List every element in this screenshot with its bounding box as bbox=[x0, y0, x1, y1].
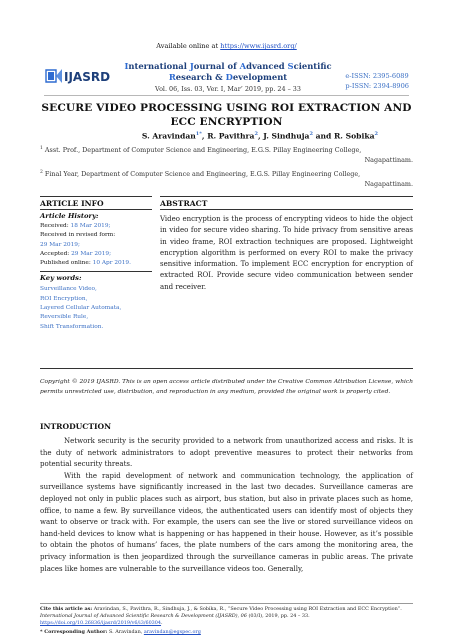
keyword: Layered Cellular Automata, bbox=[40, 305, 122, 312]
corresponding-author bbox=[40, 629, 413, 635]
article-info-heading: ARTICLE INFO bbox=[40, 196, 152, 210]
history-item bbox=[40, 222, 152, 231]
doi-link[interactable]: https://doi.org/10.26836/ijasrd/2019/v6/i3/60304 bbox=[40, 620, 162, 626]
history-label: Received in revised form: bbox=[40, 232, 116, 239]
history-list bbox=[40, 222, 152, 268]
corr-label: * Corresponding Author: bbox=[40, 629, 108, 635]
affil-place: Nagapattinam. bbox=[364, 180, 413, 189]
affil-text: Asst. Prof., Department of Computer Science and Engineering, E.G.S. Pillay Engineering College, bbox=[44, 146, 362, 155]
affil-place: Nagapattinam. bbox=[364, 156, 413, 165]
author-name: R. Pavithra bbox=[207, 131, 255, 141]
jn-cap: D bbox=[225, 72, 233, 82]
author-sep: , bbox=[257, 131, 264, 141]
available-prefix: Available online at bbox=[156, 42, 221, 50]
author-sup: 1* bbox=[195, 131, 202, 137]
jn-text: evelopment bbox=[232, 72, 288, 82]
introduction-body bbox=[40, 436, 413, 575]
info-divider bbox=[40, 271, 152, 272]
history-item bbox=[40, 241, 152, 250]
abstract-text: Video encryption is the process of encrypting videos to hide the object in video for secure video sharing. To hide privacy from sensitive areas in video frame, ROI extraction techniques are proposed. Lightweight encryption algorithm is performed on every ROI to make the privacy sensitive information. To implement ECC encryption for encryption of extracted ROI. Provide secure video communication between sender and receiver. bbox=[160, 215, 413, 291]
cite-end: . bbox=[161, 620, 163, 626]
logo-text: IJASRD bbox=[64, 70, 111, 84]
jn-text: dvanced bbox=[246, 61, 288, 71]
authors-line bbox=[142, 131, 378, 141]
cite-rest: (03/I), 2019, pp. 24 – 33. bbox=[246, 613, 310, 619]
eissn: e-ISSN: 2395-6089 bbox=[345, 72, 409, 80]
history-item bbox=[40, 259, 152, 268]
keyword: Surveillance Video, bbox=[40, 286, 97, 293]
history-item bbox=[40, 231, 152, 240]
abstract-heading: ABSTRACT bbox=[160, 196, 413, 210]
paper-title bbox=[40, 101, 413, 129]
jn-cap: S bbox=[287, 61, 294, 71]
history-item bbox=[40, 250, 152, 259]
journal-name bbox=[118, 61, 338, 83]
affiliation-2 bbox=[40, 168, 413, 189]
info-bottom-divider bbox=[40, 368, 413, 369]
author-sep: and bbox=[312, 131, 334, 141]
affil-sup: 2 bbox=[40, 170, 43, 175]
citation-note bbox=[40, 606, 413, 627]
author-sup: 2 bbox=[309, 131, 313, 137]
issn-block bbox=[345, 71, 409, 91]
jn-text: nternational bbox=[128, 61, 190, 71]
author-name: R. Sobika bbox=[333, 131, 375, 141]
jn-text: esearch & bbox=[175, 72, 226, 82]
jn-text: ournal of bbox=[193, 61, 240, 71]
journal-name-line1 bbox=[118, 61, 338, 72]
copyright-notice: Copyright © 2019 IJASRD. This is an open access article distributed under the Creative Common Attribution License, which permits unrestricted use, distribution, and reproduction in any medium, provided the original work is properly cited. bbox=[40, 379, 413, 395]
author-sep: , bbox=[201, 131, 208, 141]
journal-url-link[interactable]: https://www.ijasrd.org/ bbox=[220, 42, 297, 50]
intro-paragraph: Network security is the security provided to a network from unauthorized access and risks. It is the duty of network administrators to adopt preventive measures to protect their networks from potential security threats. bbox=[40, 437, 413, 469]
cite-journal: International Journal of Advanced Scientific Research & Development (IJASRD), 06 bbox=[40, 613, 247, 619]
jn-cap: I bbox=[124, 61, 129, 71]
author-sup: 2 bbox=[254, 131, 258, 137]
footer-divider bbox=[40, 603, 413, 604]
journal-name-line2 bbox=[118, 72, 338, 83]
history-label: Accepted: bbox=[40, 250, 72, 257]
jn-text: cientific bbox=[293, 61, 332, 71]
affiliation-1 bbox=[40, 144, 413, 165]
jn-cap: R bbox=[168, 72, 176, 82]
logo-mark-icon bbox=[46, 69, 62, 83]
author-sup: 2 bbox=[374, 131, 378, 137]
availability-line bbox=[0, 42, 453, 50]
intro-paragraph: With the rapid development of network and communication technology, the application of surveillance systems have significantly increased in the last two decades. Surveillance cameras are deployed not only in public places such as airport, bus station, but also in private places such as home, office, to name a few. By surveillance videos, the authenticated users can identify most of objects they want to observe or track with. For example, the users can see the live or stored surveillance videos on hand-held devices to know what is happening or has happened in their house. However, as it’s possible to obtain the photos of humans’ faces, the plate numbers of the cars among the monitoring area, the privacy information is then jeopardized through the surveillance cameras in public areas. The private places like homes are vulnerable to the surveillance videos too. Generally, bbox=[40, 471, 413, 573]
journal-logo bbox=[44, 66, 114, 86]
corr-email-link[interactable]: aravindan@egspec.org bbox=[143, 629, 201, 635]
history-date: 18 Mar 2019; bbox=[70, 223, 111, 229]
history-label: Published online: bbox=[40, 260, 93, 267]
history-heading: Article History: bbox=[40, 212, 99, 220]
article-info bbox=[40, 196, 152, 332]
affil-text: Final Year, Department of Computer Science and Engineering, E.G.S. Pillay Engineering College, bbox=[44, 170, 361, 179]
history-date: 29 Mar 2019; bbox=[40, 241, 80, 248]
title-line2: ECC ENCRYPTION bbox=[170, 116, 283, 128]
keyword: Reversible Rule, bbox=[40, 314, 89, 321]
author-name: S. Aravindan bbox=[141, 131, 196, 141]
jn-cap: A bbox=[239, 61, 247, 71]
history-date: 10 Apr 2019. bbox=[92, 260, 131, 267]
affil-sup: 1 bbox=[40, 146, 43, 151]
jn-cap: J bbox=[189, 61, 194, 71]
keyword: ROI Encryption, bbox=[40, 295, 88, 302]
introduction-heading: INTRODUCTION bbox=[40, 422, 112, 431]
title-line1: SECURE VIDEO PROCESSING USING ROI EXTRACTION AND bbox=[41, 102, 412, 114]
author-name: J. Sindhuja bbox=[263, 131, 310, 141]
volume-info: Vol. 06, Iss. 03, Ver. I, Mar’ 2019, pp. 24 – 33 bbox=[155, 85, 301, 93]
pissn: p-ISSN: 2394-8906 bbox=[345, 82, 409, 90]
history-label: Received: bbox=[40, 223, 71, 229]
header-divider bbox=[44, 95, 409, 96]
cite-label: Cite this article as: bbox=[40, 606, 93, 612]
corr-name: S. Aravindan, bbox=[107, 629, 144, 635]
keywords-heading: Key words: bbox=[40, 274, 82, 283]
keywords-list bbox=[40, 285, 152, 331]
keyword: Shift Transformation. bbox=[40, 323, 104, 330]
abstract-section bbox=[160, 196, 413, 293]
history-date: 29 Mar 2019; bbox=[71, 250, 112, 257]
cite-text: Aravindan, S., Pavithra, R., Sindhuja, J., & Sobika, R., “Secure Video Processing using ROI Extraction and ECC Encryption”. bbox=[92, 606, 402, 612]
